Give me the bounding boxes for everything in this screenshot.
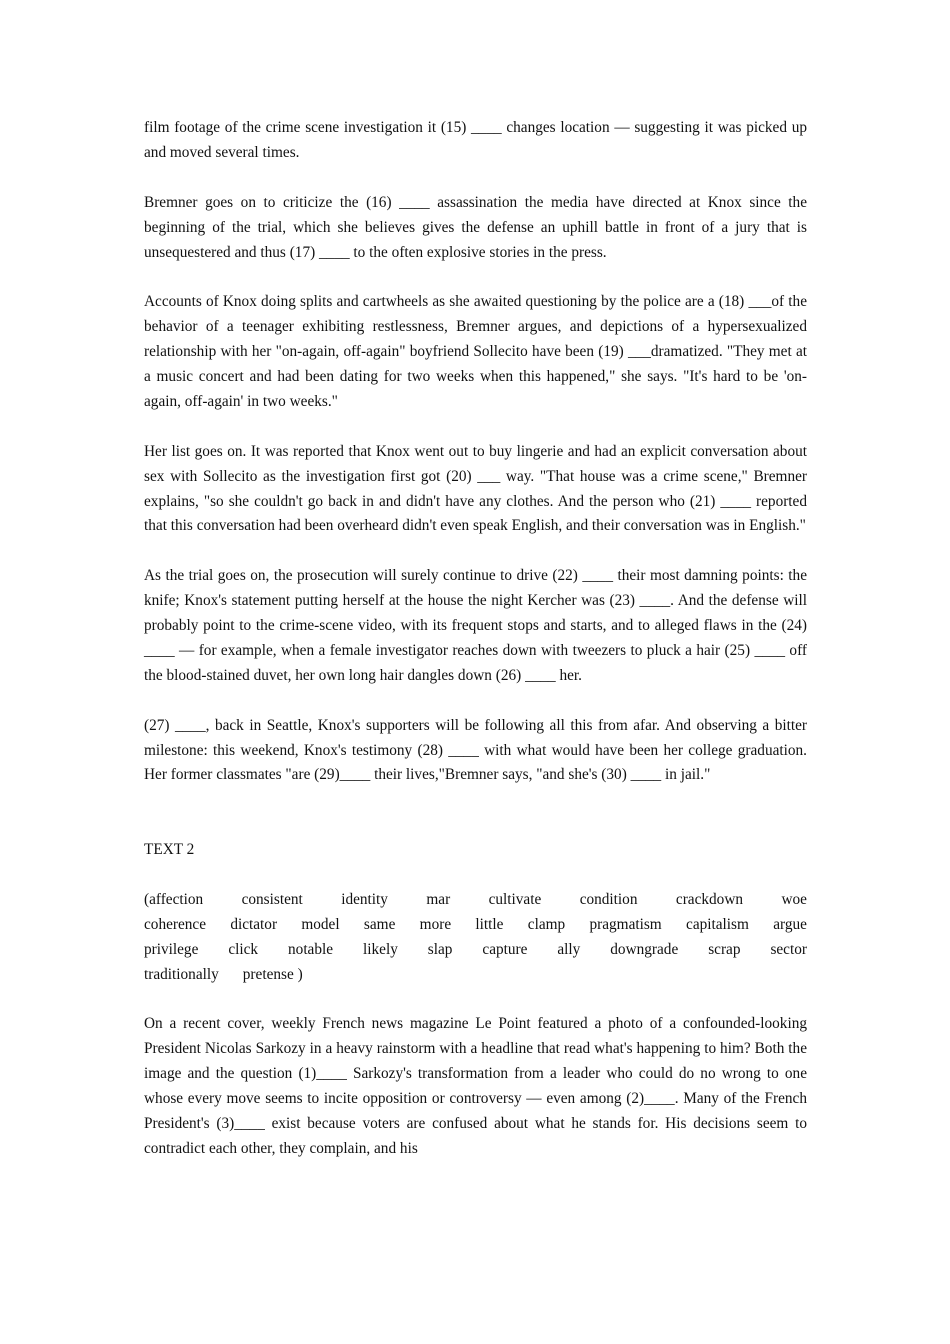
word-bank-word: consistent [241, 890, 303, 908]
paragraph: (27) ____, back in Seattle, Knox's supporters will be following all this from afar. And observing a bitter milestone: this weekend, Knox's testimony (28) ____ with what would have been her college graduation. Her former classmates "are (29)____ their lives,"Bremner says, "and she's (30) ____ in jail." [144, 716, 807, 784]
word-bank-word: argue [773, 915, 807, 933]
word-bank-line [144, 963, 807, 988]
word-bank-word: condition [579, 890, 638, 908]
word-bank-word: more [419, 915, 452, 933]
word-bank-word: coherence [144, 915, 206, 933]
word-bank-word: pretense ) [242, 965, 303, 983]
word-bank-word: downgrade [610, 940, 679, 958]
word-bank-word: woe [781, 890, 807, 908]
word-bank-word: (affection [144, 890, 204, 908]
word-bank-word: click [228, 940, 259, 958]
word-bank-word: traditionally [144, 965, 219, 983]
word-bank-word: crackdown [675, 890, 744, 908]
word-bank-line [144, 913, 807, 938]
word-bank-word: sector [770, 940, 807, 958]
paragraph: Accounts of Knox doing splits and cartwheels as she awaited questioning by the police are a (18) ___of the behavior of a teenager exhibiting restlessness, Bremner argues, and depictions of a hypersexualized relationship with her "on-again, off-again" boyfriend Sollecito have been (19) ___dramatized. "They met at a music concert and had been dating for two weeks when this happened," she says. "It's hard to be 'on-again, off-again' in two weeks." [144, 293, 807, 410]
word-bank-word: identity [341, 890, 388, 908]
word-bank-word: ally [557, 940, 581, 958]
section-heading: TEXT 2 [144, 841, 195, 859]
word-bank-word: cultivate [488, 890, 542, 908]
word-bank-line [144, 888, 807, 913]
document-page [144, 116, 807, 1187]
word-bank-word: likely [363, 940, 398, 958]
word-bank-word: capitalism [686, 915, 749, 933]
paragraph: Bremner goes on to criticize the (16) ____ assassination the media have directed at Knox since the beginning of the trial, which she believes gives the defense an uphill battle in front of a jury that is unsequestered and thus (17) ____ to the often explosive stories in the press. [144, 193, 807, 261]
word-bank-word: privilege [144, 940, 199, 958]
paragraph: On a recent cover, weekly French news magazine Le Point featured a photo of a confounded-looking President Nicolas Sarkozy in a heavy rainstorm with a headline that read what's happening to him? Both the image and the question (1)____ Sarkozy's transformation from a leader who could do no wrong to one whose every move seems to incite opposition or controversy — even among (2)____. Many of the French President's (3)____ exist because voters are confused about what he stands for. His decisions seem to contradict each other, they complain, and his [144, 1015, 807, 1158]
word-bank-word: pragmatism [589, 915, 662, 933]
spacer [144, 813, 807, 838]
word-bank-word: model [301, 915, 340, 933]
word-bank-word: dictator [230, 915, 278, 933]
word-bank-word: notable [288, 940, 334, 958]
word-bank-word: slap [427, 940, 453, 958]
word-bank-word: mar [426, 890, 451, 908]
paragraph: film footage of the crime scene investigation it (15) ____ changes location — suggesting it was picked up and moved several times. [144, 119, 807, 161]
word-bank-word: little [475, 915, 504, 933]
word-bank-word: same [363, 915, 396, 933]
word-bank-word: capture [482, 940, 528, 958]
paragraph: As the trial goes on, the prosecution will surely continue to drive (22) ____ their most damning points: the knife; Knox's statement putting herself at the house the night Kercher was (23) ____. And the defense will probably point to the crime-scene video, with its frequent stops and starts, and to alleged flaws in the (24) ____ — for example, when a female investigator reaches down with tweezers to pluck a hair (25) ____ off the blood-stained duvet, her own long hair dangles down (26) ____ her. [144, 567, 807, 684]
paragraph: Her list goes on. It was reported that Knox went out to buy lingerie and had an explicit conversation about sex with Sollecito as the investigation first got (20) ___ way. "That house was a crime scene," Bremner explains, "so she couldn't go back in and didn't have any clothes. And the person who (21) ____ reported that this conversation had been overheard didn't even speak English, and their conversation was in English." [144, 442, 807, 535]
word-bank-word: clamp [527, 915, 566, 933]
word-bank-line [144, 938, 807, 963]
word-bank-word: scrap [708, 940, 741, 958]
word-bank [144, 888, 807, 988]
